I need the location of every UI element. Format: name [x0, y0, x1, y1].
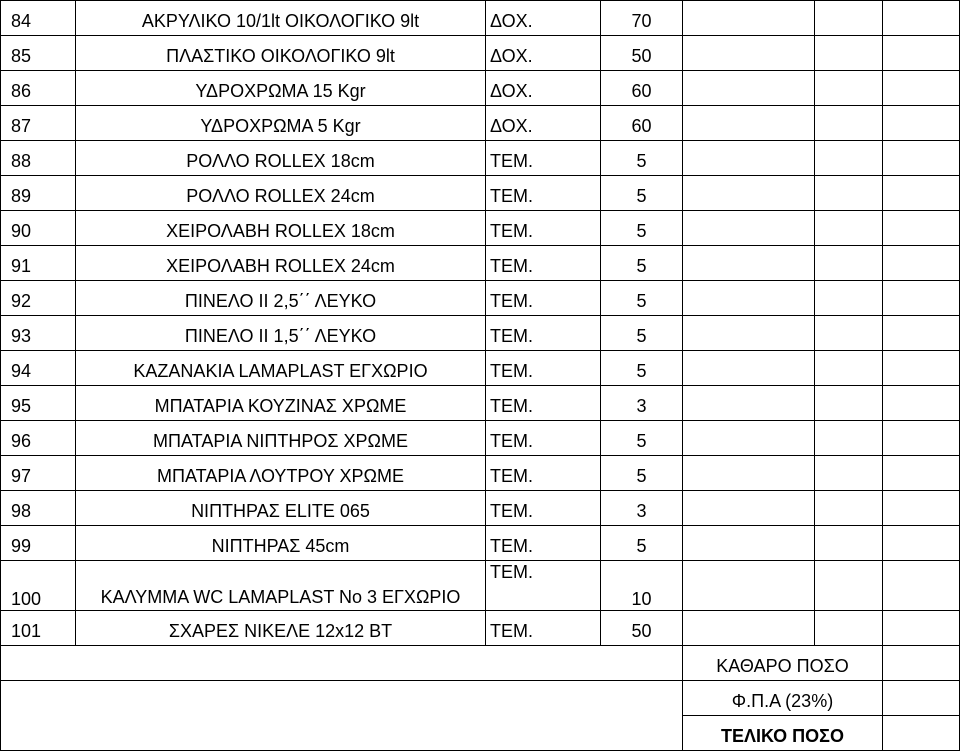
total-amount-value [883, 716, 960, 751]
extra-cell [883, 386, 960, 421]
line-total-cell [815, 456, 883, 491]
net-amount-label: ΚΑΘΑΡΟ ΠΟΣΟ [683, 646, 883, 681]
unit-price-cell [683, 561, 815, 611]
item-unit: ΤΕΜ. [486, 611, 601, 646]
extra-cell [883, 611, 960, 646]
extra-cell [883, 141, 960, 176]
totals-row-vat [1, 681, 960, 716]
table-row [1, 246, 960, 281]
extra-cell [883, 491, 960, 526]
extra-cell [883, 526, 960, 561]
item-number: 90 [1, 211, 76, 246]
item-number: 84 [1, 1, 76, 36]
unit-price-cell [683, 106, 815, 141]
line-total-cell [815, 316, 883, 351]
empty-cell [1, 646, 683, 681]
item-unit: ΤΕΜ. [486, 386, 601, 421]
unit-price-cell [683, 456, 815, 491]
item-number: 87 [1, 106, 76, 141]
item-unit: ΤΕΜ. [486, 141, 601, 176]
extra-cell [883, 176, 960, 211]
line-total-cell [815, 176, 883, 211]
item-description: ΡΟΛΛΟ ROLLEX 18cm [76, 141, 486, 176]
extra-cell [883, 456, 960, 491]
item-description: ΧΕΙΡΟΛΑΒΗ ROLLEX 24cm [76, 246, 486, 281]
item-quantity: 5 [601, 141, 683, 176]
item-number: 99 [1, 526, 76, 561]
item-description: ΑΚΡΥΛΙΚΟ 10/1lt ΟΙΚΟΛΟΓΙΚΟ 9lt [76, 1, 486, 36]
item-number: 98 [1, 491, 76, 526]
item-quantity: 10 [601, 561, 683, 611]
item-unit: ΤΕΜ. [486, 281, 601, 316]
total-amount-label: ΤΕΛΙΚΟ ΠΟΣΟ [683, 716, 883, 751]
item-quantity: 5 [601, 456, 683, 491]
extra-cell [883, 36, 960, 71]
item-unit: ΤΕΜ. [486, 526, 601, 561]
item-unit: ΤΕΜ. [486, 211, 601, 246]
line-total-cell [815, 386, 883, 421]
line-total-cell [815, 561, 883, 611]
item-number: 100 [1, 561, 76, 611]
line-total-cell [815, 491, 883, 526]
item-description: ΠΙΝΕΛΟ ΙΙ 1,5΄΄ ΛΕΥΚΟ [76, 316, 486, 351]
line-total-cell [815, 1, 883, 36]
item-quantity: 70 [601, 1, 683, 36]
item-description: ΧΕΙΡΟΛΑΒΗ ROLLEX 18cm [76, 211, 486, 246]
item-unit: ΤΕΜ. [486, 316, 601, 351]
item-quantity: 60 [601, 106, 683, 141]
item-description: ΝΙΠΤΗΡΑΣ ELITE 065 [76, 491, 486, 526]
line-total-cell [815, 36, 883, 71]
item-description: ΥΔΡΟΧΡΩΜΑ 5 Kgr [76, 106, 486, 141]
item-quantity: 3 [601, 491, 683, 526]
line-total-cell [815, 611, 883, 646]
extra-cell [883, 71, 960, 106]
item-unit: ΤΕΜ. [486, 176, 601, 211]
item-number: 97 [1, 456, 76, 491]
item-number: 96 [1, 421, 76, 456]
item-description: ΥΔΡΟΧΡΩΜΑ 15 Kgr [76, 71, 486, 106]
item-description: ΜΠΑΤΑΡΙΑ ΚΟΥΖΙΝΑΣ ΧΡΩΜΕ [76, 386, 486, 421]
line-total-cell [815, 421, 883, 456]
extra-cell [883, 351, 960, 386]
table-row [1, 351, 960, 386]
table-row [1, 106, 960, 141]
line-total-cell [815, 211, 883, 246]
item-number: 94 [1, 351, 76, 386]
line-total-cell [815, 351, 883, 386]
extra-cell [883, 211, 960, 246]
item-description: ΠΛΑΣΤΙΚΟ ΟΙΚΟΛΟΓΙΚΟ 9lt [76, 36, 486, 71]
line-total-cell [815, 526, 883, 561]
empty-cell [1, 716, 683, 751]
item-unit: ΔΟΧ. [486, 36, 601, 71]
table-row [1, 386, 960, 421]
item-quantity: 5 [601, 211, 683, 246]
table-row [1, 526, 960, 561]
table-row [1, 36, 960, 71]
table-row [1, 281, 960, 316]
line-total-cell [815, 106, 883, 141]
unit-price-cell [683, 491, 815, 526]
item-quantity: 50 [601, 611, 683, 646]
line-total-cell [815, 141, 883, 176]
item-number: 85 [1, 36, 76, 71]
item-quantity: 5 [601, 421, 683, 456]
item-unit: ΤΕΜ. [486, 246, 601, 281]
unit-price-cell [683, 281, 815, 316]
table-row [1, 176, 960, 211]
item-number: 86 [1, 71, 76, 106]
vat-label: Φ.Π.Α (23%) [683, 681, 883, 716]
item-description: ΚΑΖΑΝΑΚΙΑ LAMAPLAST ΕΓΧΩΡΙΟ [76, 351, 486, 386]
table-row [1, 456, 960, 491]
unit-price-cell [683, 1, 815, 36]
item-description: ΝΙΠΤΗΡΑΣ 45cm [76, 526, 486, 561]
item-unit: ΔΟΧ. [486, 71, 601, 106]
item-quantity: 5 [601, 351, 683, 386]
extra-cell [883, 561, 960, 611]
unit-price-cell [683, 176, 815, 211]
item-quantity: 60 [601, 71, 683, 106]
empty-cell [1, 681, 683, 716]
item-quantity: 50 [601, 36, 683, 71]
extra-cell [883, 246, 960, 281]
item-unit: ΤΕΜ. [486, 456, 601, 491]
totals-row-net [1, 646, 960, 681]
table-row [1, 421, 960, 456]
table-row [1, 141, 960, 176]
item-number: 93 [1, 316, 76, 351]
totals-row-total [1, 716, 960, 751]
table-row [1, 211, 960, 246]
totals-section [1, 646, 960, 751]
item-description: ΜΠΑΤΑΡΙΑ ΝΙΠΤΗΡΟΣ ΧΡΩΜΕ [76, 421, 486, 456]
unit-price-cell [683, 71, 815, 106]
unit-price-cell [683, 351, 815, 386]
item-number: 89 [1, 176, 76, 211]
item-unit: ΤΕΜ. [486, 491, 601, 526]
item-description: ΠΙΝΕΛΟ ΙΙ 2,5΄΄ ΛΕΥΚΟ [76, 281, 486, 316]
table-row [1, 1, 960, 36]
unit-price-cell [683, 36, 815, 71]
item-unit: ΤΕΜ. [486, 421, 601, 456]
line-total-cell [815, 246, 883, 281]
unit-price-cell [683, 141, 815, 176]
table-row [1, 316, 960, 351]
unit-price-cell [683, 526, 815, 561]
item-quantity: 3 [601, 386, 683, 421]
item-quantity: 5 [601, 246, 683, 281]
unit-price-cell [683, 611, 815, 646]
unit-price-cell [683, 211, 815, 246]
extra-cell [883, 316, 960, 351]
extra-cell [883, 1, 960, 36]
unit-price-cell [683, 246, 815, 281]
net-amount-value [883, 646, 960, 681]
extra-cell [883, 281, 960, 316]
item-number: 95 [1, 386, 76, 421]
table-row [1, 561, 960, 611]
item-quantity: 5 [601, 281, 683, 316]
extra-cell [883, 421, 960, 456]
item-unit: ΤΕΜ. [486, 561, 601, 611]
item-unit: ΔΟΧ. [486, 106, 601, 141]
line-total-cell [815, 71, 883, 106]
item-description: ΡΟΛΛΟ ROLLEX 24cm [76, 176, 486, 211]
item-quantity: 5 [601, 526, 683, 561]
item-description: ΚΑΛΥΜΜΑ WC LAMAPLAST No 3 ΕΓΧΩΡΙΟ [76, 561, 486, 611]
item-number: 92 [1, 281, 76, 316]
vat-value [883, 681, 960, 716]
unit-price-cell [683, 421, 815, 456]
table-body [1, 1, 960, 646]
item-number: 88 [1, 141, 76, 176]
item-unit: ΤΕΜ. [486, 351, 601, 386]
table-row [1, 611, 960, 646]
item-description: ΣΧΑΡΕΣ ΝΙΚΕΛΕ 12x12 ΒΤ [76, 611, 486, 646]
item-number: 101 [1, 611, 76, 646]
table-row [1, 491, 960, 526]
unit-price-cell [683, 316, 815, 351]
item-number: 91 [1, 246, 76, 281]
unit-price-cell [683, 386, 815, 421]
item-quantity: 5 [601, 316, 683, 351]
item-quantity: 5 [601, 176, 683, 211]
line-total-cell [815, 281, 883, 316]
extra-cell [883, 106, 960, 141]
item-unit: ΔΟΧ. [486, 1, 601, 36]
table-row [1, 71, 960, 106]
item-description: ΜΠΑΤΑΡΙΑ ΛΟΥΤΡΟΥ ΧΡΩΜΕ [76, 456, 486, 491]
